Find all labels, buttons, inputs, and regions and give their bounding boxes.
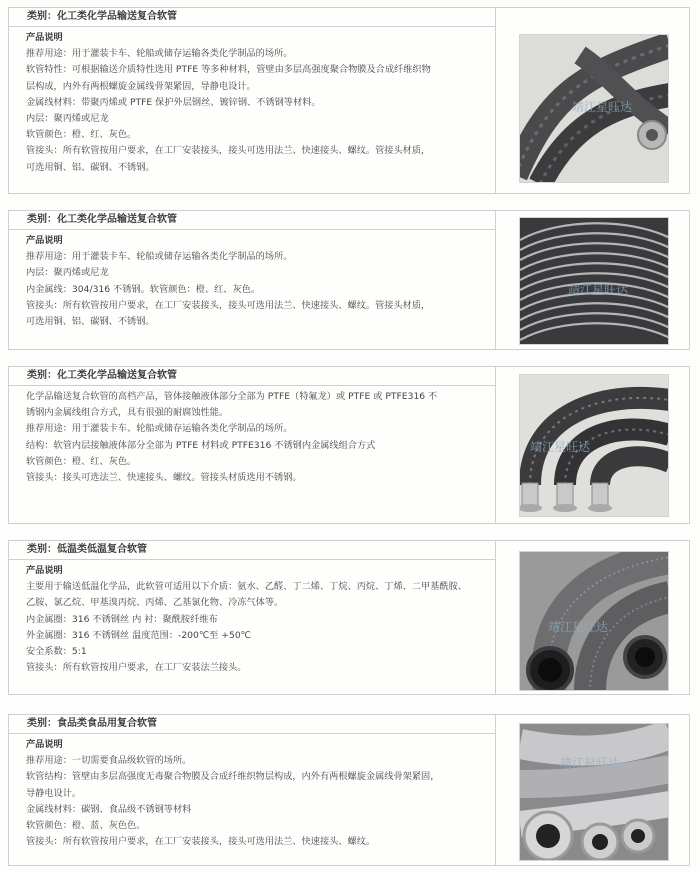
card-text-column	[9, 715, 496, 865]
desc-line: 推荐用途：用于灌装卡车、轮船或储存运输各类化学制品的场所。	[26, 48, 293, 60]
desc-line: 结构：软管内层接触液体部分全部为 PTFE 材料或 PTFE316 不锈钢内金属线组合方式	[26, 439, 376, 451]
desc-line: 推荐用途：用于灌装卡车、轮船或储存运输各类化学制品的场所。	[26, 423, 293, 435]
watermark-text: 靖江星旺达	[530, 440, 591, 454]
category-header: 类别：化工类化学品输送复合软管	[9, 367, 495, 386]
desc-line: 软管颜色：橙、红、灰色。	[26, 455, 137, 467]
desc-line: 管接头：接头可选法兰、快速接头、螺纹。管接头材质选用不锈钢。	[26, 472, 302, 484]
desc-line: 内金属线：304/316 不锈钢。软管颜色：橙、红、灰色。	[26, 283, 261, 295]
product-card-3	[8, 366, 690, 524]
card-text-column	[9, 367, 496, 523]
product-card-1	[8, 7, 690, 194]
desc-line: 可选用铜、铝、碳钢、不锈钢。	[26, 161, 155, 173]
description-body	[9, 560, 495, 676]
section-title: 产品说明	[26, 32, 63, 43]
desc-line: 内金属圈：316 不锈钢丝 内 衬：聚酰胺纤维布	[26, 613, 218, 625]
description-body	[9, 386, 495, 486]
category-header: 类别：化工类化学品输送复合软管	[9, 8, 495, 27]
watermark-text: 靖江星旺达	[548, 620, 609, 634]
card-text-column	[9, 541, 496, 694]
food-hose-image	[520, 724, 669, 861]
section-title: 产品说明	[26, 565, 63, 576]
product-card-5	[8, 714, 690, 866]
desc-line: 软管颜色：橙、蓝、灰色色。	[26, 820, 146, 832]
description-body	[9, 230, 495, 330]
description-body	[9, 27, 495, 176]
card-text-column	[9, 8, 496, 193]
category-header: 类别：化工类化学品输送复合软管	[9, 211, 495, 230]
desc-line: 锈钢内金属线组合方式，具有很强的耐腐蚀性能。	[26, 407, 229, 419]
desc-line: 外金属圈：316 不锈钢丝 温度范围：-200℃至 +50℃	[26, 629, 251, 641]
desc-line: 软管特性：可根据输送介质特性选用 PTFE 等多种材料，管壁由多层高强度聚合物膜及合成纤维织物	[26, 64, 431, 76]
watermark-text: 靖江星旺达	[560, 756, 621, 770]
description-body	[9, 734, 495, 850]
desc-line: 管接头：所有软管按用户要求，在工厂安装接头，接头可选用法兰、快速接头、螺纹。管接头材质，	[26, 299, 431, 311]
desc-line: 管接头：所有软管按用户要求，在工厂安装法兰接头。	[26, 662, 247, 674]
desc-line: 金属线材料：带聚丙烯或 PTFE 保护外层钢丝、镀锌钢、不锈钢等材料。	[26, 96, 321, 108]
category-header: 类别：低温类低温复合软管	[9, 541, 495, 560]
watermark-text: 靖江星旺达	[572, 100, 633, 114]
hose-photo	[519, 374, 669, 517]
desc-line: 软管结构：管壁由多层高强度无毒聚合物膜及合成纤维织物层构成，内外有两根螺旋金属线骨架紧固，	[26, 771, 440, 783]
desc-line: 导静电设计。	[26, 787, 82, 799]
desc-line: 管接头：所有软管按用户要求，在工厂安装接头，接头可选用法兰、快速接头、螺纹。管接头材质，	[26, 145, 431, 157]
desc-line: 内层：聚丙烯或尼龙	[26, 267, 109, 279]
card-text-column	[9, 211, 496, 349]
desc-line: 推荐用途：用于灌装卡车、轮船或储存运输各类化学制品的场所。	[26, 251, 293, 263]
desc-line: 乙胺、氯乙烷、甲基溴丙烷、丙烯、乙基氯化物、冷冻气体等。	[26, 597, 284, 609]
watermark-text: 靖江星旺达	[568, 283, 629, 297]
desc-line: 化学品输送复合软管的高档产品，管体接触液体部分全部为 PTFE（特氟龙）或 PTFE 或 PTFE316 不	[26, 391, 438, 402]
hose-photo	[519, 34, 669, 183]
desc-line: 安全系数：5:1	[26, 646, 87, 658]
product-card-2	[8, 210, 690, 350]
desc-line: 软管颜色：橙、红、灰色。	[26, 129, 137, 141]
desc-line: 层构成，内外有两根螺旋金属线骨架紧固，导静电设计。	[26, 80, 256, 92]
desc-line: 内层：聚丙烯或尼龙	[26, 113, 109, 125]
hose-photo	[519, 217, 669, 345]
section-title: 产品说明	[26, 739, 63, 750]
desc-line: 可选用铜、铝、碳钢、不锈钢。	[26, 316, 155, 328]
category-header: 类别：食品类食品用复合软管	[9, 715, 495, 734]
desc-line: 推荐用途：一切需要食品级软管的场所。	[26, 755, 192, 767]
product-card-4	[8, 540, 690, 695]
section-title: 产品说明	[26, 235, 63, 246]
hose-photo	[519, 723, 669, 861]
desc-line: 主要用于输送低温化学品，此软管可适用以下介质：氨水、乙醛、丁二烯、丁烷、丙烷、丁烯、二甲基酰胺、	[26, 581, 467, 593]
desc-line: 金属线材料：碳钢、食品级不锈钢等材料	[26, 803, 192, 815]
hose-photo	[519, 551, 669, 691]
desc-line: 管接头：所有软管按用户要求，在工厂安装接头，接头可选用法兰、快速接头、螺纹。	[26, 836, 376, 848]
